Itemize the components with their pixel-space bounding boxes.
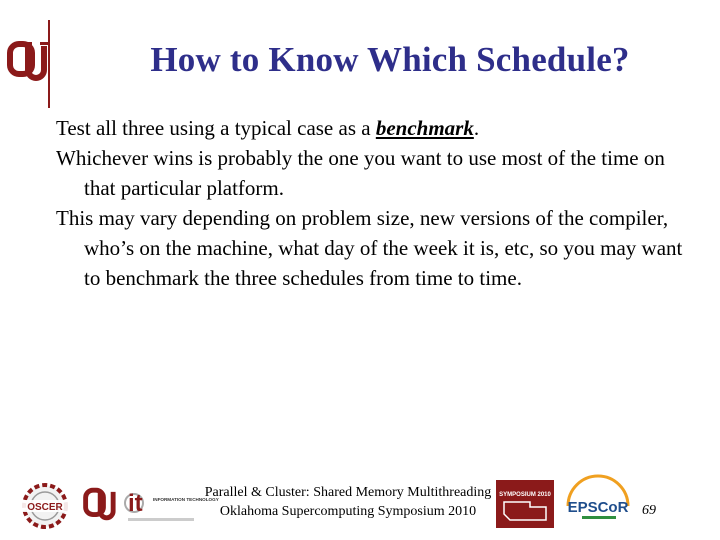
footer-line-2: Oklahoma Supercomputing Symposium 2010 — [219, 504, 477, 519]
footer-caption — [200, 483, 496, 521]
information-technology-logo-icon — [122, 484, 219, 528]
symposium-2010-logo-icon — [496, 480, 554, 528]
svg-text:EPSCoR: EPSCoR — [567, 499, 629, 516]
bullet-item: Test all three using a typical case as a benchmark. — [56, 116, 480, 140]
ou-small-logo-icon — [84, 484, 118, 524]
svg-text:SYMPOSIUM 2010: SYMPOSIUM 2010 — [499, 492, 551, 498]
svg-text:it: it — [128, 490, 143, 517]
slide-title: How to Know Which Schedule? — [150, 40, 630, 79]
svg-text:OSCER: OSCER — [27, 502, 63, 513]
bullet-item: Whichever wins is probably the one you want to use most of the time on that particular platform. — [56, 146, 665, 200]
epscor-logo-icon — [562, 482, 634, 526]
title-divider — [48, 20, 50, 108]
oscer-logo-icon — [14, 482, 76, 530]
page-number: 69 — [642, 503, 656, 518]
ou-logo-icon — [8, 38, 50, 84]
bullet-item: This may vary depending on problem size, new versions of the compiler, who’s on the machine, what day of the week it is, etc, so you may want to benchmark the three schedules from time to time. — [56, 206, 683, 290]
keyword-benchmark: benchmark — [375, 116, 474, 140]
footer-line-1: Parallel & Cluster: Shared Memory Multithreading — [204, 485, 492, 500]
svg-text:INFORMATION TECHNOLOGY: INFORMATION TECHNOLOGY — [153, 497, 219, 502]
slide-footer — [0, 470, 720, 540]
slide-body — [56, 113, 696, 293]
